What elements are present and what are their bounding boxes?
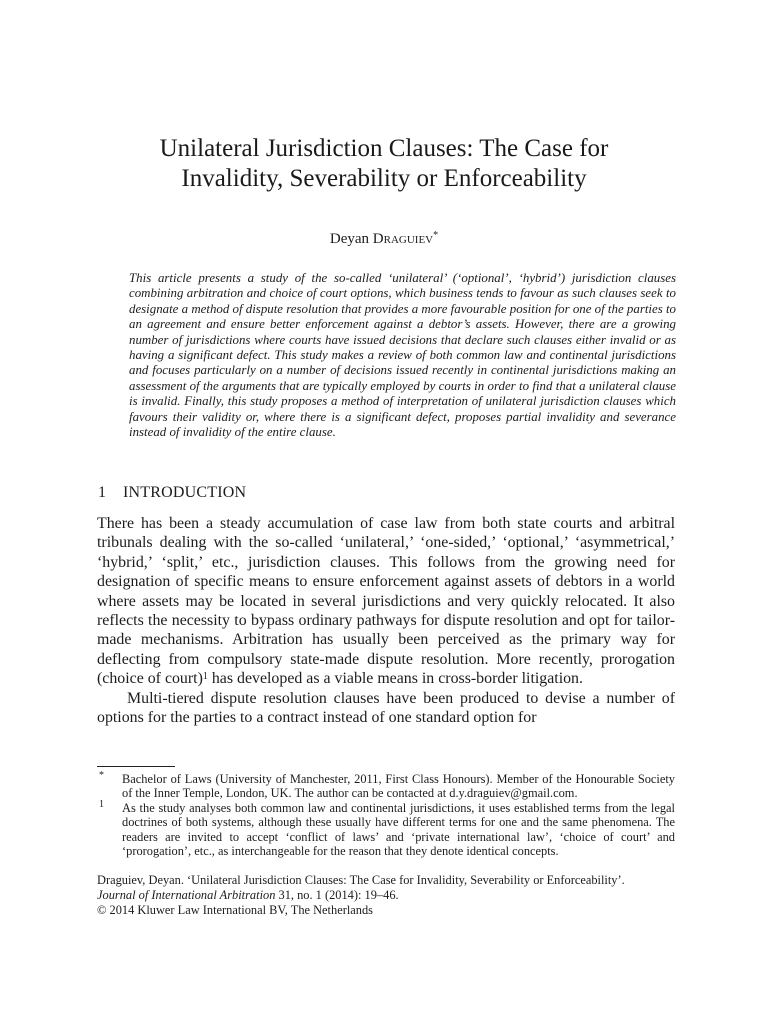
footnote-1: [97, 798, 675, 859]
author-first-name: Deyan: [329, 231, 370, 247]
article-title-line-1: Unilateral Jurisdiction Clauses: The Case for: [159, 135, 609, 162]
footnote-divider: [97, 766, 175, 767]
author-footnote-mark: *: [433, 230, 439, 241]
footnotes: [97, 772, 675, 858]
footnote-text: As the study analyses both common law and continental jurisdictions, it uses established terms from the legal doctrines of both systems, although these usually have different terms for one and the same phenomena. The readers are invited to accept ‘conflict of laws’ and ‘private international law’, ‘choice of court’ and ‘prorogation’, etc., as interchangeable for the reason that they denote identical concepts.: [122, 800, 675, 859]
author-last-name: Draguiev: [372, 231, 434, 247]
paragraph-1-text-end: has developed as a viable means in cross-border litigation.: [207, 670, 583, 688]
footnote-mark: *: [99, 770, 104, 781]
body-text: [97, 514, 675, 727]
paragraph-2: Multi-tiered dispute resolution clauses have been produced to devise a number of options for the parties to a contract instead of one standard option for: [97, 689, 675, 727]
journal-name: Journal of International Arbitration: [97, 888, 276, 903]
section-heading: [98, 483, 246, 503]
article-title-line-2: Invalidity, Severability or Enforceability: [181, 165, 587, 192]
citation-line: Draguiev, Deyan. ‘Unilateral Jurisdiction Clauses: The Case for Invalidity, Severability or Enforceability’.: [97, 873, 625, 887]
author-byline: [96, 229, 672, 249]
journal-details: 31, no. 1 (2014): 19–46.: [275, 888, 399, 903]
footnote-text: Bachelor of Laws (University of Manchester, 2011, First Class Honours). Member of the Honourable Society of the Inner Temple, London, UK. The author can be contacted at d.y.draguiev@gmail.com.: [122, 772, 675, 801]
abstract: This article presents a study of the so-called ‘unilateral’ (‘optional’, ‘hybrid’) jurisdiction clauses combining arbitration and choice of court options, which business tends to favour as such clauses seek to designate a method of dispute resolution that provides a more favourable position for one of the parties to an agreement and ensure better enforcement against a debtor’s assets. However, there are a growing number of jurisdictions where courts have issued decisions that declare such clauses either invalid or as having a significant defect. This study makes a review of both common law and continental jurisdictions and focuses particularly on a number of decisions issued recently in continental jurisdictions making an assessment of the arguments that are typically employed by courts in order to find that a unilateral clause is invalid. Finally, this study proposes a method of interpretation of unilateral jurisdiction clauses which favours their validity or, where there is a significant defect, proposes partial invalidity and severance instead of invalidity of the entire clause.: [129, 271, 676, 440]
article-title: [96, 134, 672, 194]
section-title: INTRODUCTION: [123, 484, 247, 501]
footnote-mark: 1: [99, 798, 104, 810]
journal-line: [97, 888, 697, 903]
paragraph-1-text: There has been a steady accumulation of case law from both state courts and arbitral tribunals dealing with the so-called ‘unilateral,’ ‘one-sided,’ ‘optional,’ ‘asymmetrical,’ ‘hybrid,’ ‘split,’ etc., jurisdiction clauses. This follows from the growing need for designation of specific means to ensure enforcement against assets of debtors in a world where assets may be located in several jurisdictions and very quickly relocated. It also reflects the necessity to bypass ordinary pathways for dispute resolution and opt for tailor-made mechanisms. Arbitration has usually been perceived as the primary way for deflecting from compulsory state-made dispute resolution. More recently, prorogation (choice of court): [97, 515, 675, 688]
section-number: 1: [98, 484, 107, 501]
paragraph-1: [97, 514, 675, 689]
footnote-ref-1[interactable]: 1: [202, 671, 208, 683]
citation-block: [97, 873, 697, 919]
copyright-line: © 2014 Kluwer Law International BV, The Netherlands: [97, 903, 373, 918]
footnote-author: [97, 772, 675, 801]
